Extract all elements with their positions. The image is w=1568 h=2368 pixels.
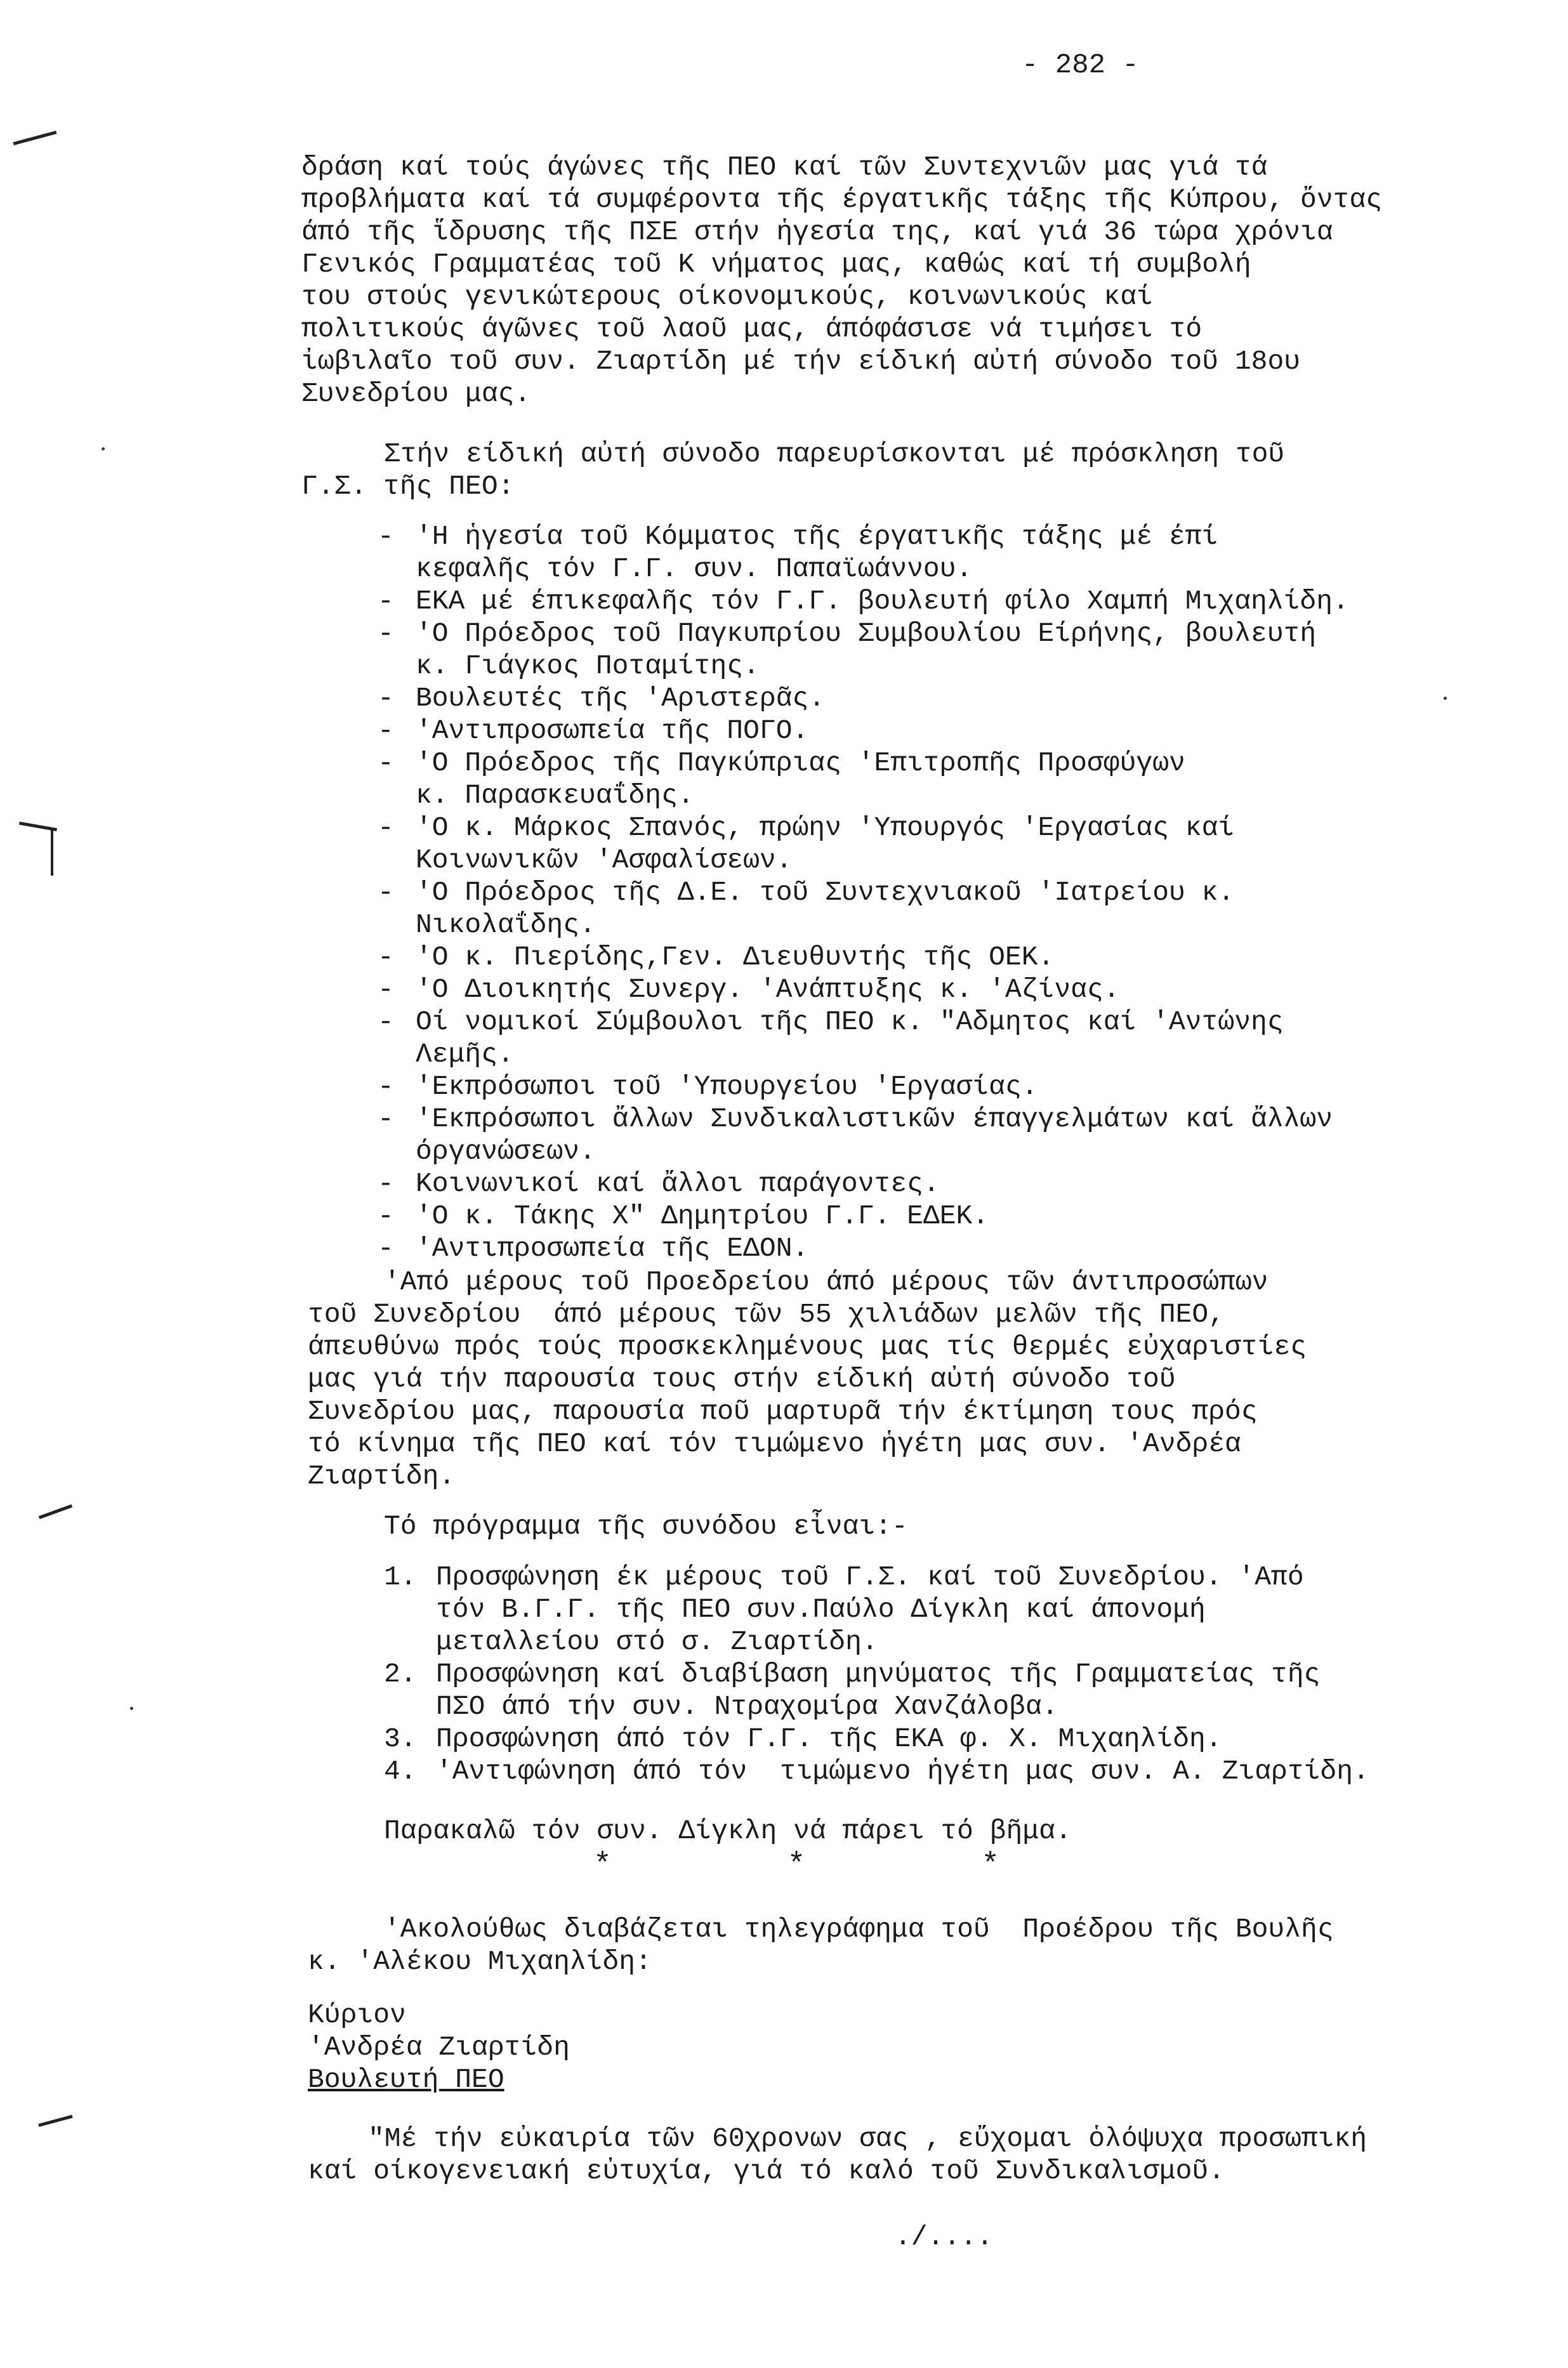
list-item: - 'Ο κ. Τάκης Χ" Δημητρίου Γ.Γ. ΕΔΕΚ.	[378, 1200, 989, 1232]
program-list	[384, 1561, 1558, 1787]
list-item: - 'Ο Διοικητής Συνεργ. 'Ανάπτυξης κ. 'Αζίνας.	[378, 974, 1120, 1005]
margin-mark	[51, 828, 53, 876]
margin-mark	[13, 131, 57, 145]
scan-dot	[130, 1707, 133, 1710]
program-heading: Τό πρόγραμμα τῆς συνόδου εἶναι:-	[384, 1511, 908, 1542]
list-item: 2. Προσφώνηση καί διαβίβαση μηνύματος τῆς Γραμματείας τῆς ΠΣΟ άπό τήν συν. Ντραχομίρα Χανζάλοβα.	[384, 1659, 1321, 1722]
list-item: - 'Αντιπροσωπεία τῆς ΠΟΓΟ.	[378, 715, 809, 746]
list-item: - 'Η ἡγεσία τοῦ Κόμματος τῆς έργατικῆς τάξης μέ έπί κεφαλῆς τόν Γ.Γ. συν. Παπαϊωάννου.	[378, 521, 1218, 584]
list-item: - Κοινωνικοί καί ἄλλοι παράγοντες.	[378, 1168, 940, 1199]
margin-mark	[39, 1504, 72, 1520]
list-item: - 'Ο Πρόεδρος τῆς Παγκύπριας 'Επιτροπῆς Προσφύγων κ. Παρασκευαΐδης.	[378, 747, 1185, 811]
list-item: - 'Ο κ. Μάρκος Σπανός, πρώην 'Υπουργός 'Εργασίας καί Κοινωνικῶν 'Ασφαλίσεων.	[378, 812, 1235, 876]
list-item: - ΕΚΑ μέ έπικεφαλῆς τόν Γ.Γ. βουλευτή φίλο Χαμπή Μιχαηλίδη.	[378, 586, 1349, 617]
intro-paragraph: δράση καί τούς άγώνες τῆς ΠΕΟ καί τῶν Συντεχνιῶν μας γιά τά προβλήματα καί τά συμφέροντα τῆς έργατικῆς τάξης τῆς Κύπρου, ὄντας άπό τῆς ἵδρυσης τῆς ΠΣΕ στήν ἡγεσία της, καί γιά 36 τώρα χρόνια Γενικός Γραμματέας τοῦ Κ νήματος μας, καθώς καί τή συμβολή του στούς γενικώτερους οίκονομικούς, κοινωνικούς καί πολιτικούς άγῶνες τοῦ λαοῦ μας, άπόφάσισε νά τιμήσει τό ἰωβιλαῖο τοῦ συν. Ζιαρτίδη μέ τήν είδική αὐτή σύνοδο τοῦ 18ου Συνεδρίου μας.	[301, 152, 1383, 409]
guests-intro-paragraph: Στήν είδική αὐτή σύνοδο παρευρίσκονται μέ πρόσκληση τοῦ Γ.Σ. τῆς ΠΕΟ:	[301, 438, 1285, 502]
address-block: Κύριον 'Ανδρέα Ζιαρτίδη Βουλευτή ΠΕΟ	[308, 1999, 570, 2095]
list-item: - 'Εκπρόσωποι ἄλλων Συνδικαλιστικῶν έπαγγελμάτων καί ἄλλων όργανώσεων.	[378, 1103, 1333, 1167]
telegram-intro: 'Ακολούθως διαβάζεται τηλεγράφημα τοῦ Προέδρου τῆς Βουλῆς κ. 'Αλέκου Μιχαηλίδη:	[308, 1914, 1334, 1977]
thanks-paragraph: 'Από μέρους τοῦ Προεδρείου άπό μέρους τῶν άντιπροσώπων τοῦ Συνεδρίου άπό μέρους τῶν 55 χιλιάδων μελῶν τῆς ΠΕΟ, άπευθύνω πρός τούς προσκεκλημένους μας τίς θερμές εὐχαριστίες μας γιά τήν παρουσία τους στήν είδική αὐτή σύνοδο τοῦ Συνεδρίου μας, παρουσία ποῦ μαρτυρᾶ τήν έκτίμηση τους πρός τό κίνημα τῆς ΠΕΟ καί τόν τιμώμενο ἡγέτη μας συν. 'Ανδρέα Ζιαρτίδη.	[308, 1266, 1307, 1492]
scan-dot	[102, 447, 105, 451]
invite-line: Παρακαλῶ τόν συν. Δίγκλη νά πάρει τό βῆμα.	[384, 1815, 1072, 1846]
list-item: - 'Εκπρόσωποι τοῦ 'Υπουργείου 'Εργασίας.	[378, 1071, 1038, 1102]
page-number: - 282 -	[1022, 49, 1139, 81]
margin-mark	[38, 2115, 72, 2127]
list-item: - 'Ο Πρόεδρος τοῦ Παγκυπρίου Συμβουλίου Είρήνης, βουλευτή κ. Γιάγκος Ποταμίτης.	[378, 618, 1317, 681]
section-separator: * * *	[593, 1848, 999, 1883]
list-item: 4. 'Αντιφώνηση άπό τόν τιμώμενο ἡγέτη μας συν. Α. Ζιαρτίδη.	[384, 1756, 1369, 1787]
list-item: - 'Ο Πρόεδρος τῆς Δ.Ε. τοῦ Συντεχνιακοῦ 'Ιατρείου κ. Νικολαΐδης.	[378, 877, 1235, 940]
list-item: 1. Προσφώνηση έκ μέρους τοῦ Γ.Σ. καί τοῦ Συνεδρίου. 'Από τόν Β.Γ.Γ. τῆς ΠΕΟ συν.Παύλο Δίγκλη καί άπονομή μεταλλείου στό σ. Ζιαρτίδη.	[384, 1562, 1304, 1657]
guests-list	[378, 520, 1552, 1265]
telegram-body: "Μέ τήν εὐκαιρία τῶν 60χρονων σας , εὔχομαι ὁλόψυχα προσωπική καί οίκογενειακή εὐτυχία, γιά τό καλό τοῦ Συνδικαλισμοῦ.	[308, 2123, 1367, 2187]
list-item: - 'Αντιπροσωπεία τῆς ΕΔΟΝ.	[378, 1233, 809, 1264]
list-item: - Οί νομικοί Σύμβουλοι τῆς ΠΕΟ κ. "Αδμητος καί 'Αντώνης Λεμῆς.	[378, 1006, 1284, 1070]
list-item: 3. Προσφώνηση άπό τόν Γ.Γ. τῆς ΕΚΑ φ. Χ. Μιχαηλίδη.	[384, 1723, 1222, 1754]
list-item: - Βουλευτές τῆς 'Αριστερᾶς.	[378, 683, 826, 714]
continuation-marker: ./....	[895, 2221, 993, 2253]
list-item: - 'Ο κ. Πιερίδης,Γεν. Διευθυντής τῆς ΟΕΚ.	[378, 942, 1055, 973]
